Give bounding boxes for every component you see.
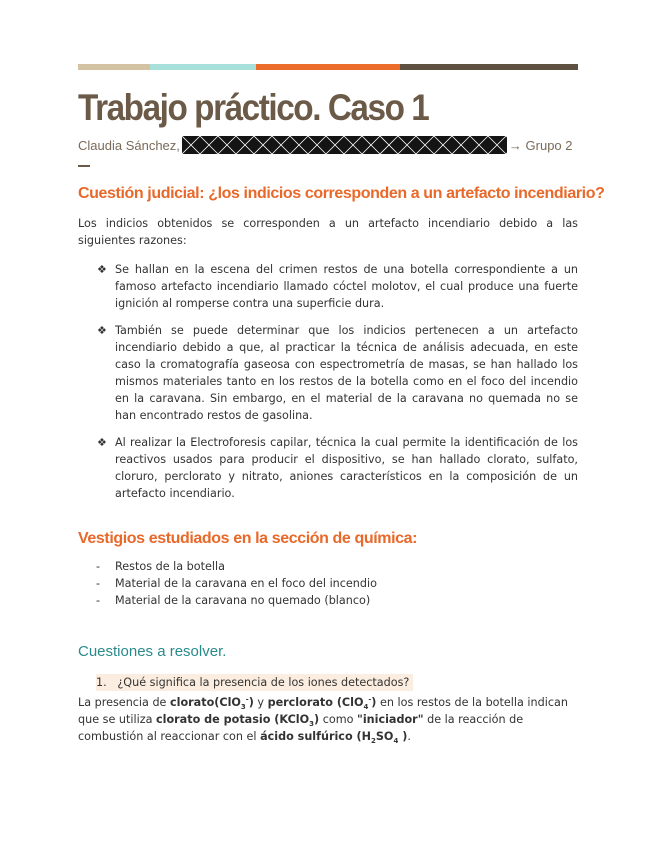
section-vestigios-heading: Vestigios estudiados en la sección de química: xyxy=(78,530,418,547)
subscript: 2 xyxy=(371,737,376,746)
dash-bullet: - xyxy=(96,594,101,607)
section-judicial xyxy=(78,185,605,502)
list-item-text: Material de la caravana en el foco del incendio xyxy=(115,577,377,590)
answer-text: ) xyxy=(398,730,408,743)
question-text: ¿Qué significa la presencia de los iones detectados? xyxy=(117,676,410,689)
subscript: 4 xyxy=(363,703,369,712)
answer-text: . xyxy=(407,730,411,743)
superscript: - xyxy=(368,695,372,704)
answer-bold-clorato xyxy=(170,695,254,712)
color-bar xyxy=(78,64,578,70)
section-judicial-heading: Cuestión judicial: ¿los indicios corresponden a un artefacto incendiario? xyxy=(78,185,605,202)
subscript: 3 xyxy=(309,720,315,729)
color-bar-segment-orange xyxy=(256,64,400,70)
diamond-bullet-icon: ❖ xyxy=(97,324,107,337)
section-judicial-intro: Los indicios obtenidos se corresponden a un artefacto incendiario debido a las siguientes razones: xyxy=(78,217,578,247)
list-item-text: También se puede determinar que los indicios pertenecen a un artefacto incendiario debido a que, al practicar la técnica de análisis adecuada, en este caso la cromatografía gaseosa con espectrometría de masas, se han hallado los mismos materiales tanto en los restos de la botella como en el foco del incendio en la caravana. Sin embargo, en el material de la caravana no quemada no se han encontrado restos de gasolina. xyxy=(115,324,578,422)
list-item xyxy=(78,592,578,609)
list-item xyxy=(78,261,578,312)
section-cuestiones xyxy=(78,643,578,745)
color-bar-segment-beige xyxy=(78,64,150,70)
answer-text: clorato de potasio (KClO xyxy=(156,713,310,726)
question-item xyxy=(78,671,578,691)
diamond-bullet-icon: ❖ xyxy=(97,263,107,276)
list-item-text: Restos de la botella xyxy=(115,560,225,573)
document-title: Trabajo práctico. Caso 1 xyxy=(78,87,429,128)
answer-text: ) xyxy=(371,696,377,709)
question-number: 1. xyxy=(96,676,107,689)
list-item xyxy=(78,575,578,592)
list-item-text: Se hallan en la escena del crimen restos de una botella correspondiente a un famoso artefacto incendiario llamado cóctel molotov, el cual produce una fuerte ignición al romperse contra una superficie dura. xyxy=(115,263,578,310)
list-item-text: Al realizar la Electroforesis capilar, técnica la cual permite la identificación de los reactivos usados para producir el dispositivo, se han hallado clorato, sulfato, cloruro, perclorato y nitrato, aniones característicos en la composición de un artefacto incendiario. xyxy=(115,436,578,500)
answer-paragraph xyxy=(78,694,578,745)
answer-bold-perclorato xyxy=(267,695,377,712)
subscript: 3 xyxy=(240,703,246,712)
color-bar-segment-teal xyxy=(150,64,256,70)
answer-bold-kclo3 xyxy=(156,713,320,729)
list-item xyxy=(78,558,578,575)
subscript: 4 xyxy=(393,737,399,746)
answer-text: de la reacción de combustión al reaccionar con el xyxy=(78,713,524,743)
title-divider xyxy=(78,165,90,167)
answer-text: en los restos de la botella indican que se utiliza xyxy=(78,696,568,726)
section-vestigios xyxy=(78,530,578,609)
redaction-block xyxy=(182,136,507,154)
answer-bold-iniciador: "iniciador" xyxy=(357,713,424,726)
vestigios-list xyxy=(78,558,578,609)
dash-bullet: - xyxy=(96,577,101,590)
answer-text: y xyxy=(253,696,268,709)
answer-text: ) xyxy=(248,696,254,709)
answer-text: La presencia de xyxy=(78,696,170,709)
group-label: → Grupo 2 xyxy=(508,137,573,153)
dash-bullet: - xyxy=(96,560,101,573)
answer-text: SO xyxy=(375,730,394,743)
author-line xyxy=(78,135,578,155)
color-bar-segment-brown xyxy=(400,64,578,70)
answer-text: perclorato (ClO xyxy=(267,696,364,709)
evidence-list xyxy=(78,261,578,502)
answer-text: como xyxy=(319,713,357,726)
answer-bold-acido xyxy=(260,730,408,746)
document-page xyxy=(78,64,605,746)
list-item xyxy=(78,322,578,424)
answer-text: ) xyxy=(314,713,320,726)
superscript: - xyxy=(245,695,249,704)
section-cuestiones-heading: Cuestiones a resolver. xyxy=(78,643,227,660)
author-name: Claudia Sánchez, xyxy=(78,137,180,153)
diamond-bullet-icon: ❖ xyxy=(97,436,107,449)
question-highlight xyxy=(96,674,413,691)
answer-text: ácido sulfúrico (H xyxy=(260,730,371,743)
list-item xyxy=(78,434,578,502)
answer-text: clorato(ClO xyxy=(170,696,241,709)
list-item-text: Material de la caravana no quemado (blanco) xyxy=(115,594,371,607)
